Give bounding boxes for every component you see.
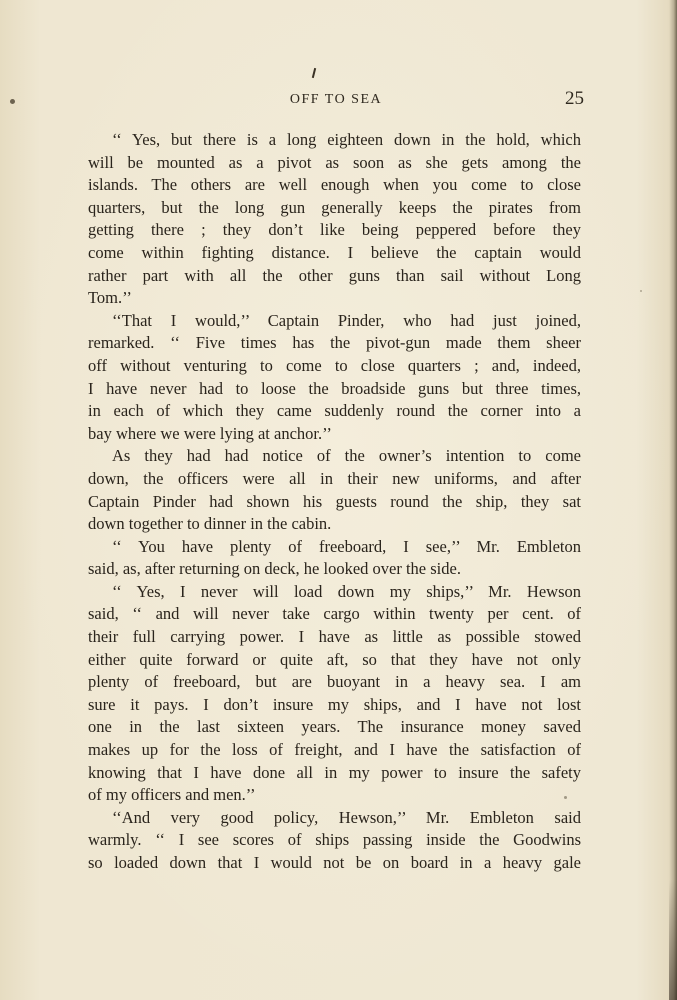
text-line: will be mounted as a pivot as soon as she gets among the: [88, 152, 581, 172]
text-line: knowing that I have done all in my power to insure the safety: [88, 762, 581, 782]
text-line: ‘‘ You have plenty of freeboard, I see,’’ Mr. Embleton: [112, 536, 581, 556]
text-line: down together to dinner in the cabin.: [88, 514, 332, 534]
text-line: come within fighting distance. I believe the captain would: [88, 242, 581, 262]
text-line: down, the officers were all in their new uniforms, and after: [88, 468, 581, 488]
text-line: off without venturing to come to close quarters ; and, indeed,: [88, 355, 581, 375]
text-line: warmly. ‘‘ I see scores of ships passing inside the Goodwins: [88, 830, 581, 850]
text-line: Captain Pinder had shown his guests round the ship, they sat: [88, 491, 581, 511]
text-line: sure it pays. I don’t insure my ships, and I have not lost: [88, 694, 581, 714]
text-line: ‘‘ Yes, but there is a long eighteen down in the hold, which: [112, 130, 581, 149]
text-line: As they had had notice of the owner’s intention to come: [112, 446, 581, 466]
print-mark: [312, 68, 316, 78]
text-line: makes up for the loss of freight, and I have the satisfaction of: [88, 740, 581, 760]
page-right-edge-shadow: [669, 0, 677, 1000]
text-line: I have never had to loose the broadside guns but three times,: [88, 378, 581, 398]
running-title: OFF TO SEA: [289, 92, 383, 107]
text-line: remarked. ‘‘ Five times has the pivot-gun made them sheer: [88, 333, 581, 353]
body-text: [88, 129, 581, 875]
text-line: quarters, but the long gun generally keeps the pirates from: [88, 197, 581, 217]
text-line: their full carrying power. I have as little as possible stowed: [88, 627, 581, 647]
text-line: said, as, after returning on deck, he looked over the side.: [88, 559, 461, 579]
text-line: so loaded down that I would not be on board in a heavy gale: [88, 853, 581, 872]
text-line: islands. The others are well enough when you come to close: [88, 175, 581, 195]
text-line: in each of which they came suddenly round the corner into a: [88, 401, 581, 421]
text-line: rather part with all the other guns than sail without Long: [88, 265, 581, 285]
paper-speck: [640, 290, 642, 292]
text-line: said, ‘‘ and will never take cargo within twenty per cent. of: [88, 604, 581, 624]
page-corner-shadow: [669, 880, 677, 1000]
text-line: ‘‘ Yes, I never will load down my ships,’’ Mr. Hewson: [112, 581, 581, 601]
page-header: [88, 88, 584, 112]
text-line: either quite forward or quite aft, so that they have not only: [88, 649, 581, 669]
text-line: plenty of freeboard, but are buoyant in a heavy sea. I am: [88, 672, 581, 692]
text-line: of my officers and men.’’: [88, 785, 256, 805]
text-line: ‘‘That I would,’’ Captain Pinder, who had just joined,: [112, 310, 581, 330]
text-line: Tom.’’: [88, 288, 132, 308]
page-number: 25: [565, 88, 584, 109]
text-line: one in the last sixteen years. The insurance money saved: [88, 717, 581, 737]
text-line: ‘‘And very good policy, Hewson,’’ Mr. Embleton said: [112, 807, 581, 827]
text-line: bay where we were lying at anchor.’’: [88, 423, 332, 443]
paper-speck: [10, 99, 15, 104]
text-line: getting there ; they don’t like being peppered before they: [88, 220, 581, 240]
